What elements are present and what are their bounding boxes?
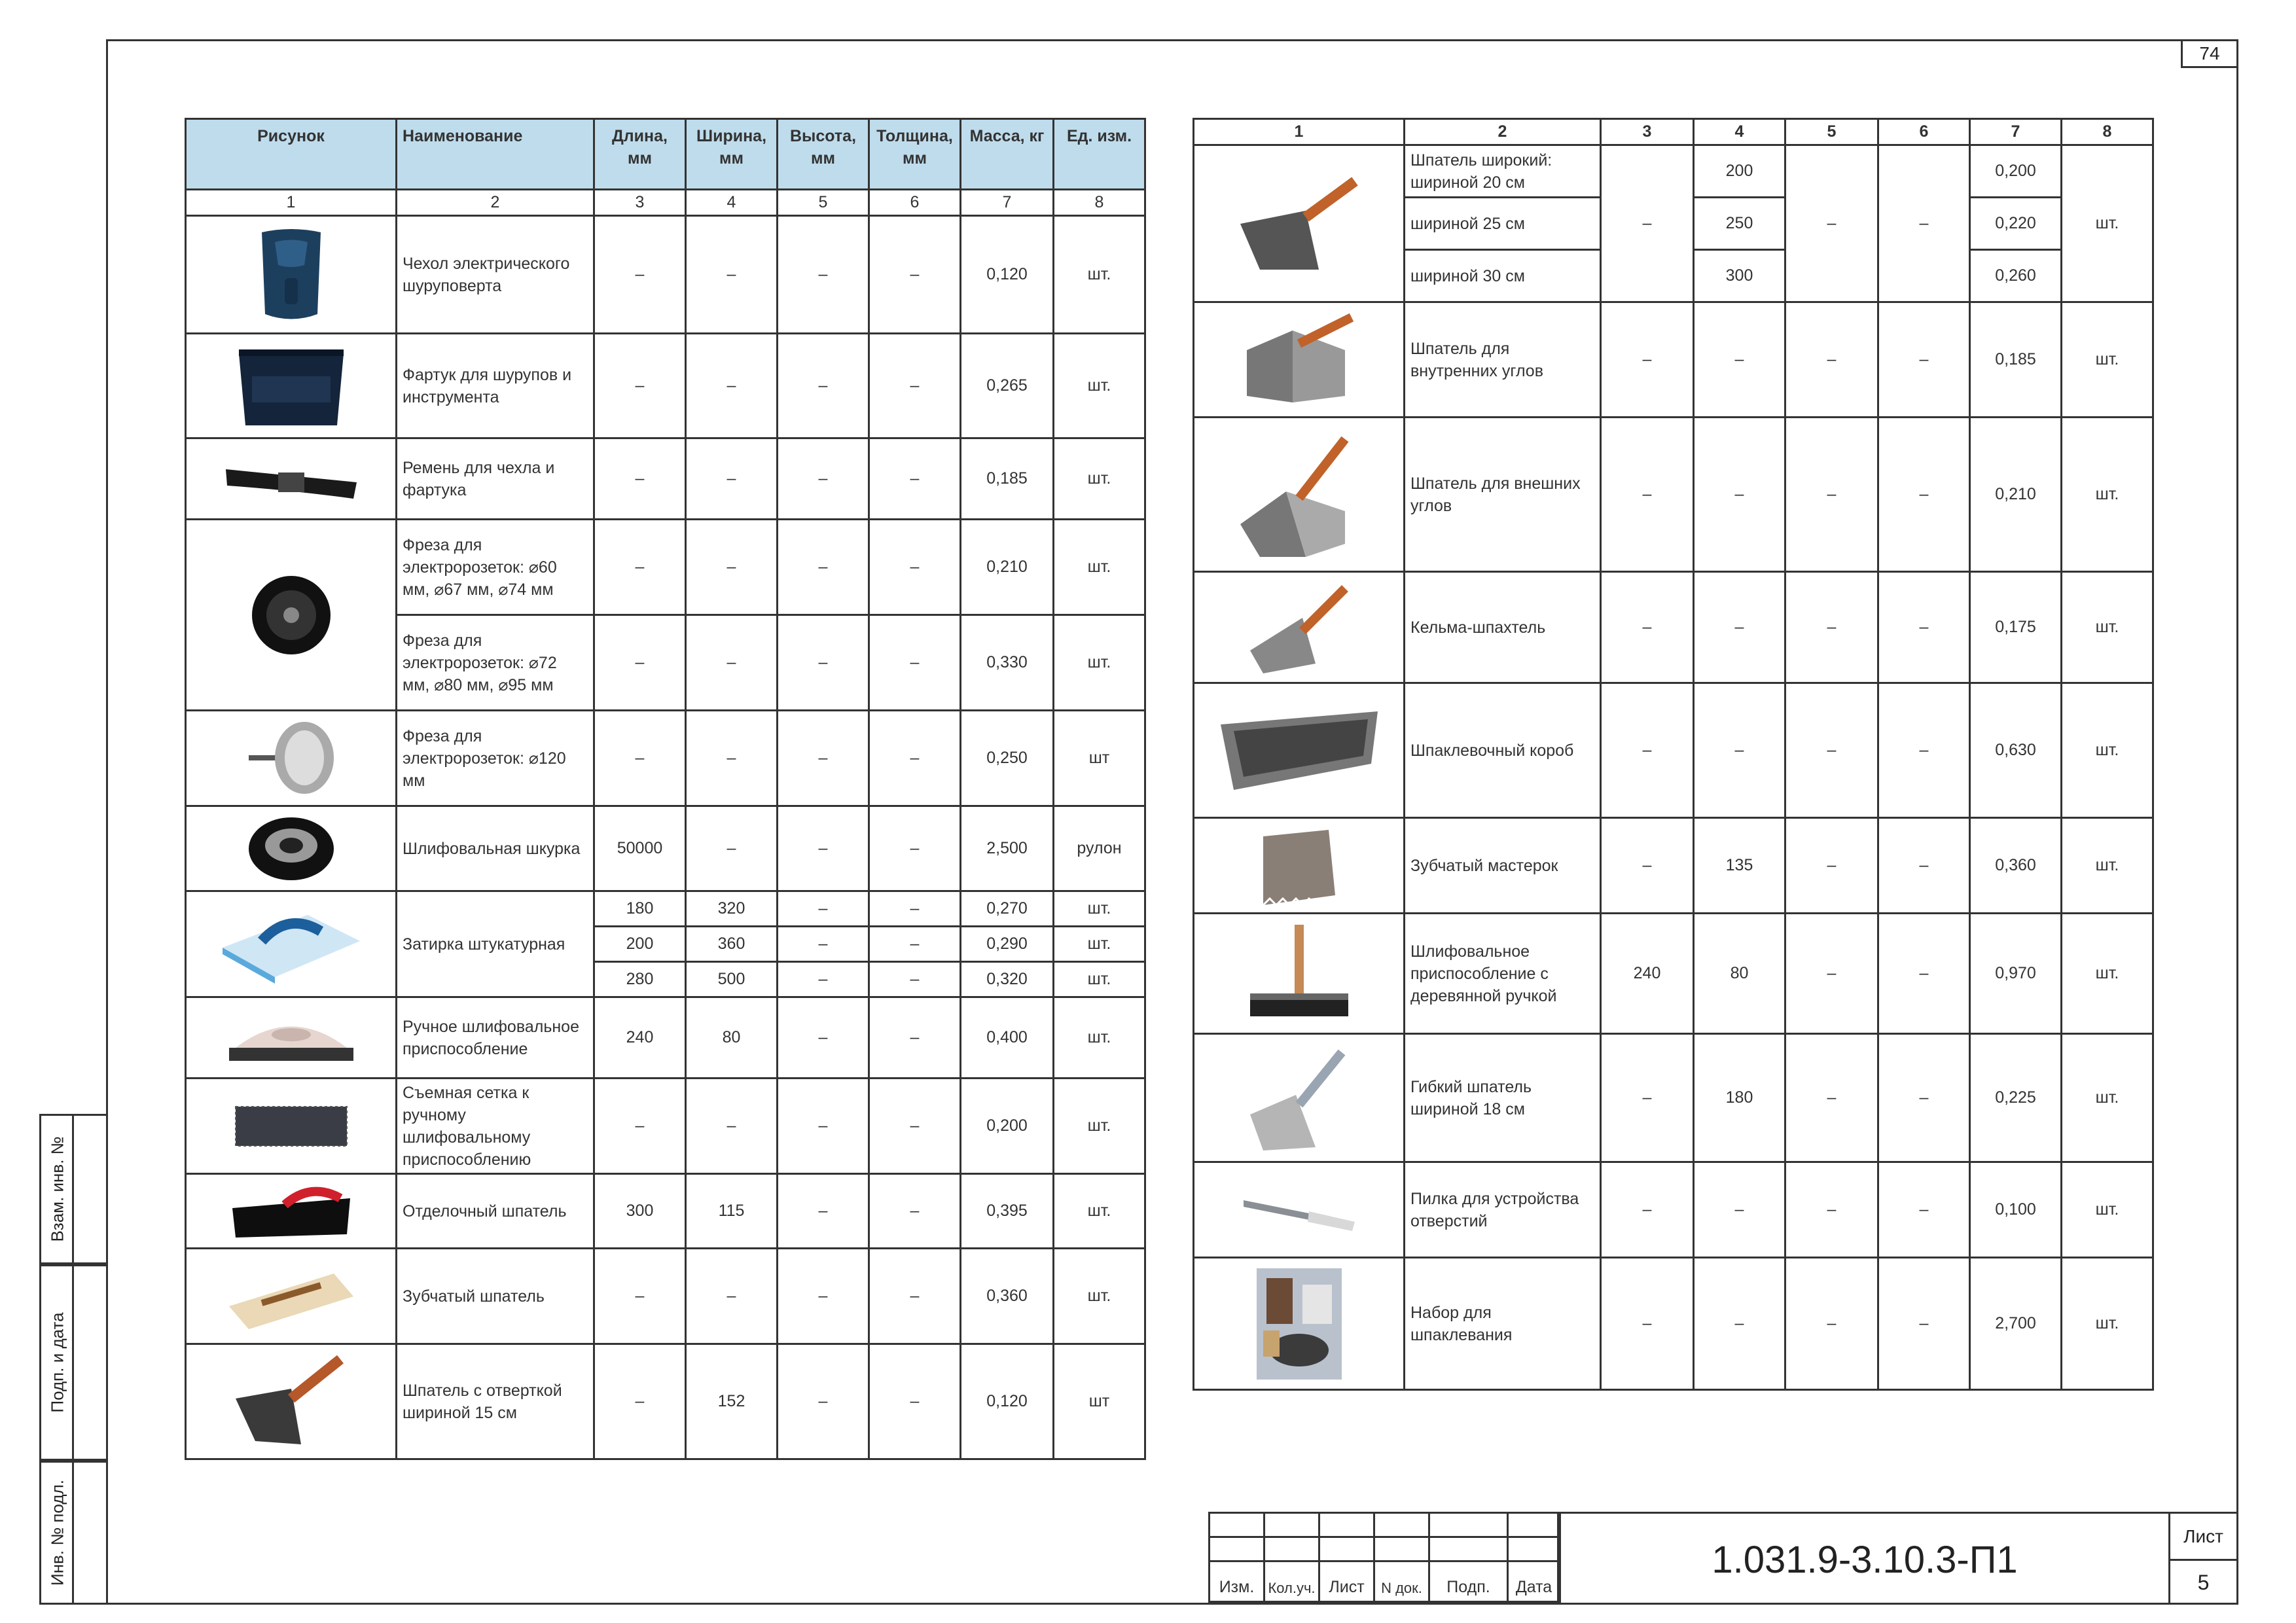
table-row: [1194, 418, 2153, 572]
item-thickness: –: [869, 615, 961, 711]
tool-apron-image: [186, 334, 397, 438]
header-cell: Рисунок: [186, 119, 397, 190]
inner-corner-spatula-image: [1194, 302, 1405, 418]
header-cell: Толщина, мм: [869, 119, 961, 190]
item-width: –: [686, 1079, 778, 1174]
item-width: 115: [686, 1174, 778, 1249]
item-name: Фреза для электророзеток: ⌀72 мм, ⌀80 мм, ⌀95 мм: [397, 615, 594, 711]
hand-sander-image: [186, 997, 397, 1079]
plaster-float-image: [186, 891, 397, 997]
notched-trowel-image: [186, 1249, 397, 1344]
column-number: 5: [778, 190, 869, 216]
header-cell: Ед. изм.: [1054, 119, 1145, 190]
item-mass: 0,100: [1970, 1162, 2062, 1258]
item-length: 300: [594, 1174, 686, 1249]
item-thickness: –: [869, 1174, 961, 1249]
item-length: –: [1601, 302, 1694, 418]
col-label: Дата: [1508, 1561, 1560, 1602]
item-width: 200: [1694, 145, 1785, 198]
item-height: –: [778, 711, 869, 806]
strip-label: Инв. № подл.: [47, 1480, 67, 1586]
item-width: –: [686, 438, 778, 520]
item-unit: шт.: [2062, 1034, 2153, 1162]
item-length: –: [1601, 1034, 1694, 1162]
item-name: Затирка штукатурная: [397, 891, 594, 997]
drill-case-image: [186, 216, 397, 334]
table-row: [1194, 683, 2153, 818]
column-number: 8: [2062, 119, 2153, 145]
item-name: Пилка для устройства отверстий: [1405, 1162, 1601, 1258]
item-length: –: [1601, 418, 1694, 572]
item-width: 135: [1694, 818, 1785, 914]
item-width: 152: [686, 1344, 778, 1459]
item-name: Фреза для электророзеток: ⌀60 мм, ⌀67 мм, ⌀74 мм: [397, 520, 594, 615]
item-mass: 0,120: [961, 216, 1054, 334]
column-number: 5: [1785, 119, 1878, 145]
table-row: [1194, 1258, 2153, 1390]
item-name: Съемная сетка к ручному шлифовальному приспособлению: [397, 1079, 594, 1174]
col-label: Подп.: [1429, 1561, 1508, 1602]
item-width: –: [1694, 683, 1785, 818]
item-thickness: –: [869, 711, 961, 806]
table-row: [1194, 1034, 2153, 1162]
item-length: 200: [594, 927, 686, 962]
item-height: –: [1785, 1034, 1878, 1162]
item-width: –: [686, 806, 778, 891]
item-mass: 2,500: [961, 806, 1054, 891]
item-thickness: –: [869, 1249, 961, 1344]
belt-image: [186, 438, 397, 520]
item-mass: 0,265: [961, 334, 1054, 438]
table-row: [1194, 914, 2153, 1034]
item-mass: 0,270: [961, 891, 1054, 927]
item-mass: 0,220: [1970, 198, 2062, 250]
strip-sign-date: [39, 1264, 106, 1461]
item-mass: 0,320: [961, 962, 1054, 997]
item-unit: шт.: [2062, 302, 2153, 418]
item-name: Чехол электрического шуруповерта: [397, 216, 594, 334]
item-length: 180: [594, 891, 686, 927]
item-thickness: –: [869, 997, 961, 1079]
item-thickness: –: [1878, 683, 1970, 818]
item-thickness: –: [869, 1344, 961, 1459]
item-thickness: –: [869, 1079, 961, 1174]
item-mass: 0,120: [961, 1344, 1054, 1459]
item-unit: шт.: [2062, 914, 2153, 1034]
item-name: Гибкий шпатель шириной 18 см: [1405, 1034, 1601, 1162]
table-row: [1194, 818, 2153, 914]
item-name: Отделочный шпатель: [397, 1174, 594, 1249]
item-name: шириной 25 см: [1405, 198, 1601, 250]
strip-substitute-inv: [39, 1114, 106, 1264]
item-thickness: –: [1878, 572, 1970, 683]
item-mass: 0,185: [1970, 302, 2062, 418]
item-width: –: [686, 1249, 778, 1344]
item-mass: 2,700: [1970, 1258, 2062, 1390]
item-name: Шлифовальное приспособление с деревянной ручкой: [1405, 914, 1601, 1034]
table-row: [1194, 572, 2153, 683]
outer-corner-spatula-image: [1194, 418, 1405, 572]
item-height: –: [778, 1249, 869, 1344]
item-length: –: [594, 520, 686, 615]
item-height: –: [778, 1079, 869, 1174]
item-height: –: [778, 1344, 869, 1459]
item-width: –: [686, 216, 778, 334]
item-height: –: [778, 438, 869, 520]
table-row: [1194, 302, 2153, 418]
item-length: –: [594, 711, 686, 806]
notched-trowel-image: [1194, 818, 1405, 914]
item-height: –: [778, 615, 869, 711]
item-unit: шт.: [1054, 1249, 1145, 1344]
plastering-kit-image: [1194, 1258, 1405, 1390]
item-width: 80: [686, 997, 778, 1079]
item-height: –: [778, 520, 869, 615]
item-length: –: [594, 438, 686, 520]
item-width: –: [1694, 572, 1785, 683]
table-row: [186, 1174, 1145, 1249]
item-unit: шт.: [1054, 216, 1145, 334]
item-thickness: –: [869, 806, 961, 891]
item-unit: шт.: [1054, 891, 1145, 927]
item-thickness: –: [869, 216, 961, 334]
column-number: 8: [1054, 190, 1145, 216]
header-cell: Высота, мм: [778, 119, 869, 190]
item-length: –: [1601, 572, 1694, 683]
item-mass: 0,330: [961, 615, 1054, 711]
item-unit: шт: [1054, 711, 1145, 806]
column-number: 7: [1970, 119, 2062, 145]
item-mass: 0,210: [961, 520, 1054, 615]
item-width: 500: [686, 962, 778, 997]
item-mass: 0,630: [1970, 683, 2062, 818]
item-width: –: [686, 520, 778, 615]
item-thickness: –: [1878, 818, 1970, 914]
item-length: –: [1601, 1162, 1694, 1258]
item-width: 180: [1694, 1034, 1785, 1162]
item-unit: шт.: [1054, 334, 1145, 438]
item-name: Зубчатый мастерок: [1405, 818, 1601, 914]
item-width: –: [1694, 1258, 1785, 1390]
item-mass: 0,360: [961, 1249, 1054, 1344]
table-row: [186, 1344, 1145, 1459]
item-length: –: [594, 615, 686, 711]
item-thickness: –: [1878, 1034, 1970, 1162]
item-width: 80: [1694, 914, 1785, 1034]
item-name: Шпатель для внешних углов: [1405, 418, 1601, 572]
item-name: Кельма-шпахтель: [1405, 572, 1601, 683]
item-mass: 0,200: [1970, 145, 2062, 198]
item-length: –: [594, 334, 686, 438]
item-height: –: [778, 891, 869, 927]
item-height: –: [1785, 914, 1878, 1034]
header-cell: Наименование: [397, 119, 594, 190]
item-width: –: [686, 615, 778, 711]
table-row: [186, 334, 1145, 438]
header-cell: Ширина, мм: [686, 119, 778, 190]
item-width: –: [686, 334, 778, 438]
table-row: [1194, 1162, 2153, 1258]
item-height: –: [778, 216, 869, 334]
item-unit: рулон: [1054, 806, 1145, 891]
title-block: [1208, 1512, 2238, 1605]
item-name: Шлифовальная шкурка: [397, 806, 594, 891]
flexible-spatula-image: [1194, 1034, 1405, 1162]
page-number: 74: [2181, 39, 2238, 68]
item-length: –: [594, 1344, 686, 1459]
item-height: –: [778, 962, 869, 997]
item-length: 240: [594, 997, 686, 1079]
item-height: –: [1785, 572, 1878, 683]
item-height: –: [778, 927, 869, 962]
column-number: 3: [594, 190, 686, 216]
item-mass: 0,395: [961, 1174, 1054, 1249]
item-name: Набор для шпаклевания: [1405, 1258, 1601, 1390]
equipment-table-right: [1193, 118, 2154, 1391]
col-label: Лист: [1319, 1561, 1374, 1602]
item-width: 320: [686, 891, 778, 927]
column-number: 4: [686, 190, 778, 216]
item-name: Шпатель для внутренних углов: [1405, 302, 1601, 418]
item-mass: 0,260: [1970, 250, 2062, 302]
strip-label: Подп. и дата: [47, 1312, 67, 1413]
finishing-trowel-image: [186, 1174, 397, 1249]
column-number: 2: [1405, 119, 1601, 145]
item-name: Фартук для шурупов и инструмента: [397, 334, 594, 438]
hole-cutter-image: [186, 520, 397, 711]
item-mass: 0,225: [1970, 1034, 2062, 1162]
strip-label: Взам. инв. №: [47, 1136, 67, 1242]
column-number: 2: [397, 190, 594, 216]
hole-saw-image: [1194, 1162, 1405, 1258]
item-width: –: [686, 711, 778, 806]
item-mass: 0,290: [961, 927, 1054, 962]
item-unit: шт.: [1054, 1174, 1145, 1249]
item-unit: шт.: [2062, 572, 2153, 683]
item-unit: шт.: [1054, 997, 1145, 1079]
column-number: 6: [1878, 119, 1970, 145]
item-height: –: [1785, 818, 1878, 914]
putty-knife-screwdriver-image: [186, 1344, 397, 1459]
item-length: –: [594, 1249, 686, 1344]
item-unit: шт.: [2062, 418, 2153, 572]
item-thickness: –: [1878, 418, 1970, 572]
item-thickness: –: [869, 334, 961, 438]
item-unit: шт.: [2062, 1162, 2153, 1258]
header-cell: Длина, мм: [594, 119, 686, 190]
header-cell: Масса, кг: [961, 119, 1054, 190]
strip-original-inv: [39, 1461, 106, 1605]
item-thickness: –: [869, 438, 961, 520]
item-name: Ручное шлифовальное приспособление: [397, 997, 594, 1079]
document-code: 1.031.9-3.10.3-П1: [1557, 1512, 2170, 1605]
column-numbers-row: [1194, 119, 2153, 145]
item-unit: шт.: [2062, 818, 2153, 914]
item-height: –: [778, 997, 869, 1079]
item-mass: 0,970: [1970, 914, 2062, 1034]
sheet-box: [2168, 1512, 2238, 1605]
item-unit: шт.: [1054, 927, 1145, 962]
item-thickness: –: [869, 962, 961, 997]
item-unit: шт.: [1054, 520, 1145, 615]
item-thickness: –: [869, 891, 961, 927]
table-row: [186, 1079, 1145, 1174]
item-height: –: [1785, 1162, 1878, 1258]
column-numbers-row: [186, 190, 1145, 216]
item-thickness: –: [869, 927, 961, 962]
sandpaper-roll-image: [186, 806, 397, 891]
item-height: –: [778, 1174, 869, 1249]
item-length: –: [594, 1079, 686, 1174]
mud-pan-image: [1194, 683, 1405, 818]
item-unit: шт.: [2062, 683, 2153, 818]
item-unit: шт.: [1054, 1079, 1145, 1174]
sanding-mesh-image: [186, 1079, 397, 1174]
item-length: 240: [1601, 914, 1694, 1034]
item-height: –: [1785, 418, 1878, 572]
table-row: [186, 711, 1145, 806]
item-thickness: –: [1878, 914, 1970, 1034]
item-unit: шт.: [2062, 145, 2153, 302]
large-hole-cutter-image: [186, 711, 397, 806]
column-number: 7: [961, 190, 1054, 216]
col-label: Изм.: [1210, 1561, 1265, 1602]
trowel-spatula-image: [1194, 572, 1405, 683]
col-label: N док.: [1374, 1561, 1429, 1602]
item-width: –: [1694, 418, 1785, 572]
item-unit: шт.: [1054, 438, 1145, 520]
col-label: Кол.уч.: [1265, 1561, 1319, 1602]
item-mass: 0,200: [961, 1079, 1054, 1174]
item-width: 360: [686, 927, 778, 962]
column-number: 4: [1694, 119, 1785, 145]
item-length: –: [1601, 818, 1694, 914]
table-row: [186, 891, 1145, 927]
table-header: [186, 119, 1145, 190]
item-name: Ремень для чехла и фартука: [397, 438, 594, 520]
item-length: 50000: [594, 806, 686, 891]
column-number: 3: [1601, 119, 1694, 145]
item-length: –: [594, 216, 686, 334]
item-height: –: [1785, 145, 1878, 302]
table-row: [186, 520, 1145, 615]
item-mass: 0,185: [961, 438, 1054, 520]
item-height: –: [1785, 302, 1878, 418]
item-width: –: [1694, 302, 1785, 418]
item-height: –: [778, 806, 869, 891]
table-row: [186, 997, 1145, 1079]
table-row: [186, 216, 1145, 334]
item-thickness: –: [1878, 1258, 1970, 1390]
item-mass: 0,210: [1970, 418, 2062, 572]
item-length: –: [1601, 683, 1694, 818]
column-number: 1: [186, 190, 397, 216]
item-name: Шпатель с отверткой шириной 15 см: [397, 1344, 594, 1459]
column-number: 1: [1194, 119, 1405, 145]
item-length: –: [1601, 1258, 1694, 1390]
item-height: –: [1785, 1258, 1878, 1390]
item-width: 300: [1694, 250, 1785, 302]
item-mass: 0,250: [961, 711, 1054, 806]
item-unit: шт.: [1054, 962, 1145, 997]
item-name: Фреза для электророзеток: ⌀120 мм: [397, 711, 594, 806]
item-mass: 0,360: [1970, 818, 2062, 914]
sheet-number: 5: [2197, 1571, 2210, 1594]
item-width: 250: [1694, 198, 1785, 250]
item-thickness: –: [1878, 302, 1970, 418]
item-unit: шт: [1054, 1344, 1145, 1459]
column-number: 6: [869, 190, 961, 216]
table-row: [186, 806, 1145, 891]
item-name: Шпаклевочный короб: [1405, 683, 1601, 818]
item-thickness: –: [1878, 1162, 1970, 1258]
revision-grid: [1208, 1512, 1561, 1603]
item-unit: шт.: [1054, 615, 1145, 711]
item-length: –: [1601, 145, 1694, 302]
item-name: шириной 30 см: [1405, 250, 1601, 302]
item-height: –: [1785, 683, 1878, 818]
table-row: [1194, 145, 2153, 198]
item-unit: шт.: [2062, 1258, 2153, 1390]
pole-sander-image: [1194, 914, 1405, 1034]
item-thickness: –: [1878, 145, 1970, 302]
item-name: Зубчатый шпатель: [397, 1249, 594, 1344]
item-length: 280: [594, 962, 686, 997]
wide-spatula-image: [1194, 145, 1405, 302]
item-mass: 0,400: [961, 997, 1054, 1079]
item-thickness: –: [869, 520, 961, 615]
item-height: –: [778, 334, 869, 438]
item-name: Шпатель широкий: шириной 20 см: [1405, 145, 1601, 198]
equipment-table-left: [185, 118, 1146, 1460]
sheet-label: Лист: [2170, 1514, 2236, 1561]
table-row: [186, 438, 1145, 520]
item-mass: 0,175: [1970, 572, 2062, 683]
item-width: –: [1694, 1162, 1785, 1258]
table-row: [186, 1249, 1145, 1344]
